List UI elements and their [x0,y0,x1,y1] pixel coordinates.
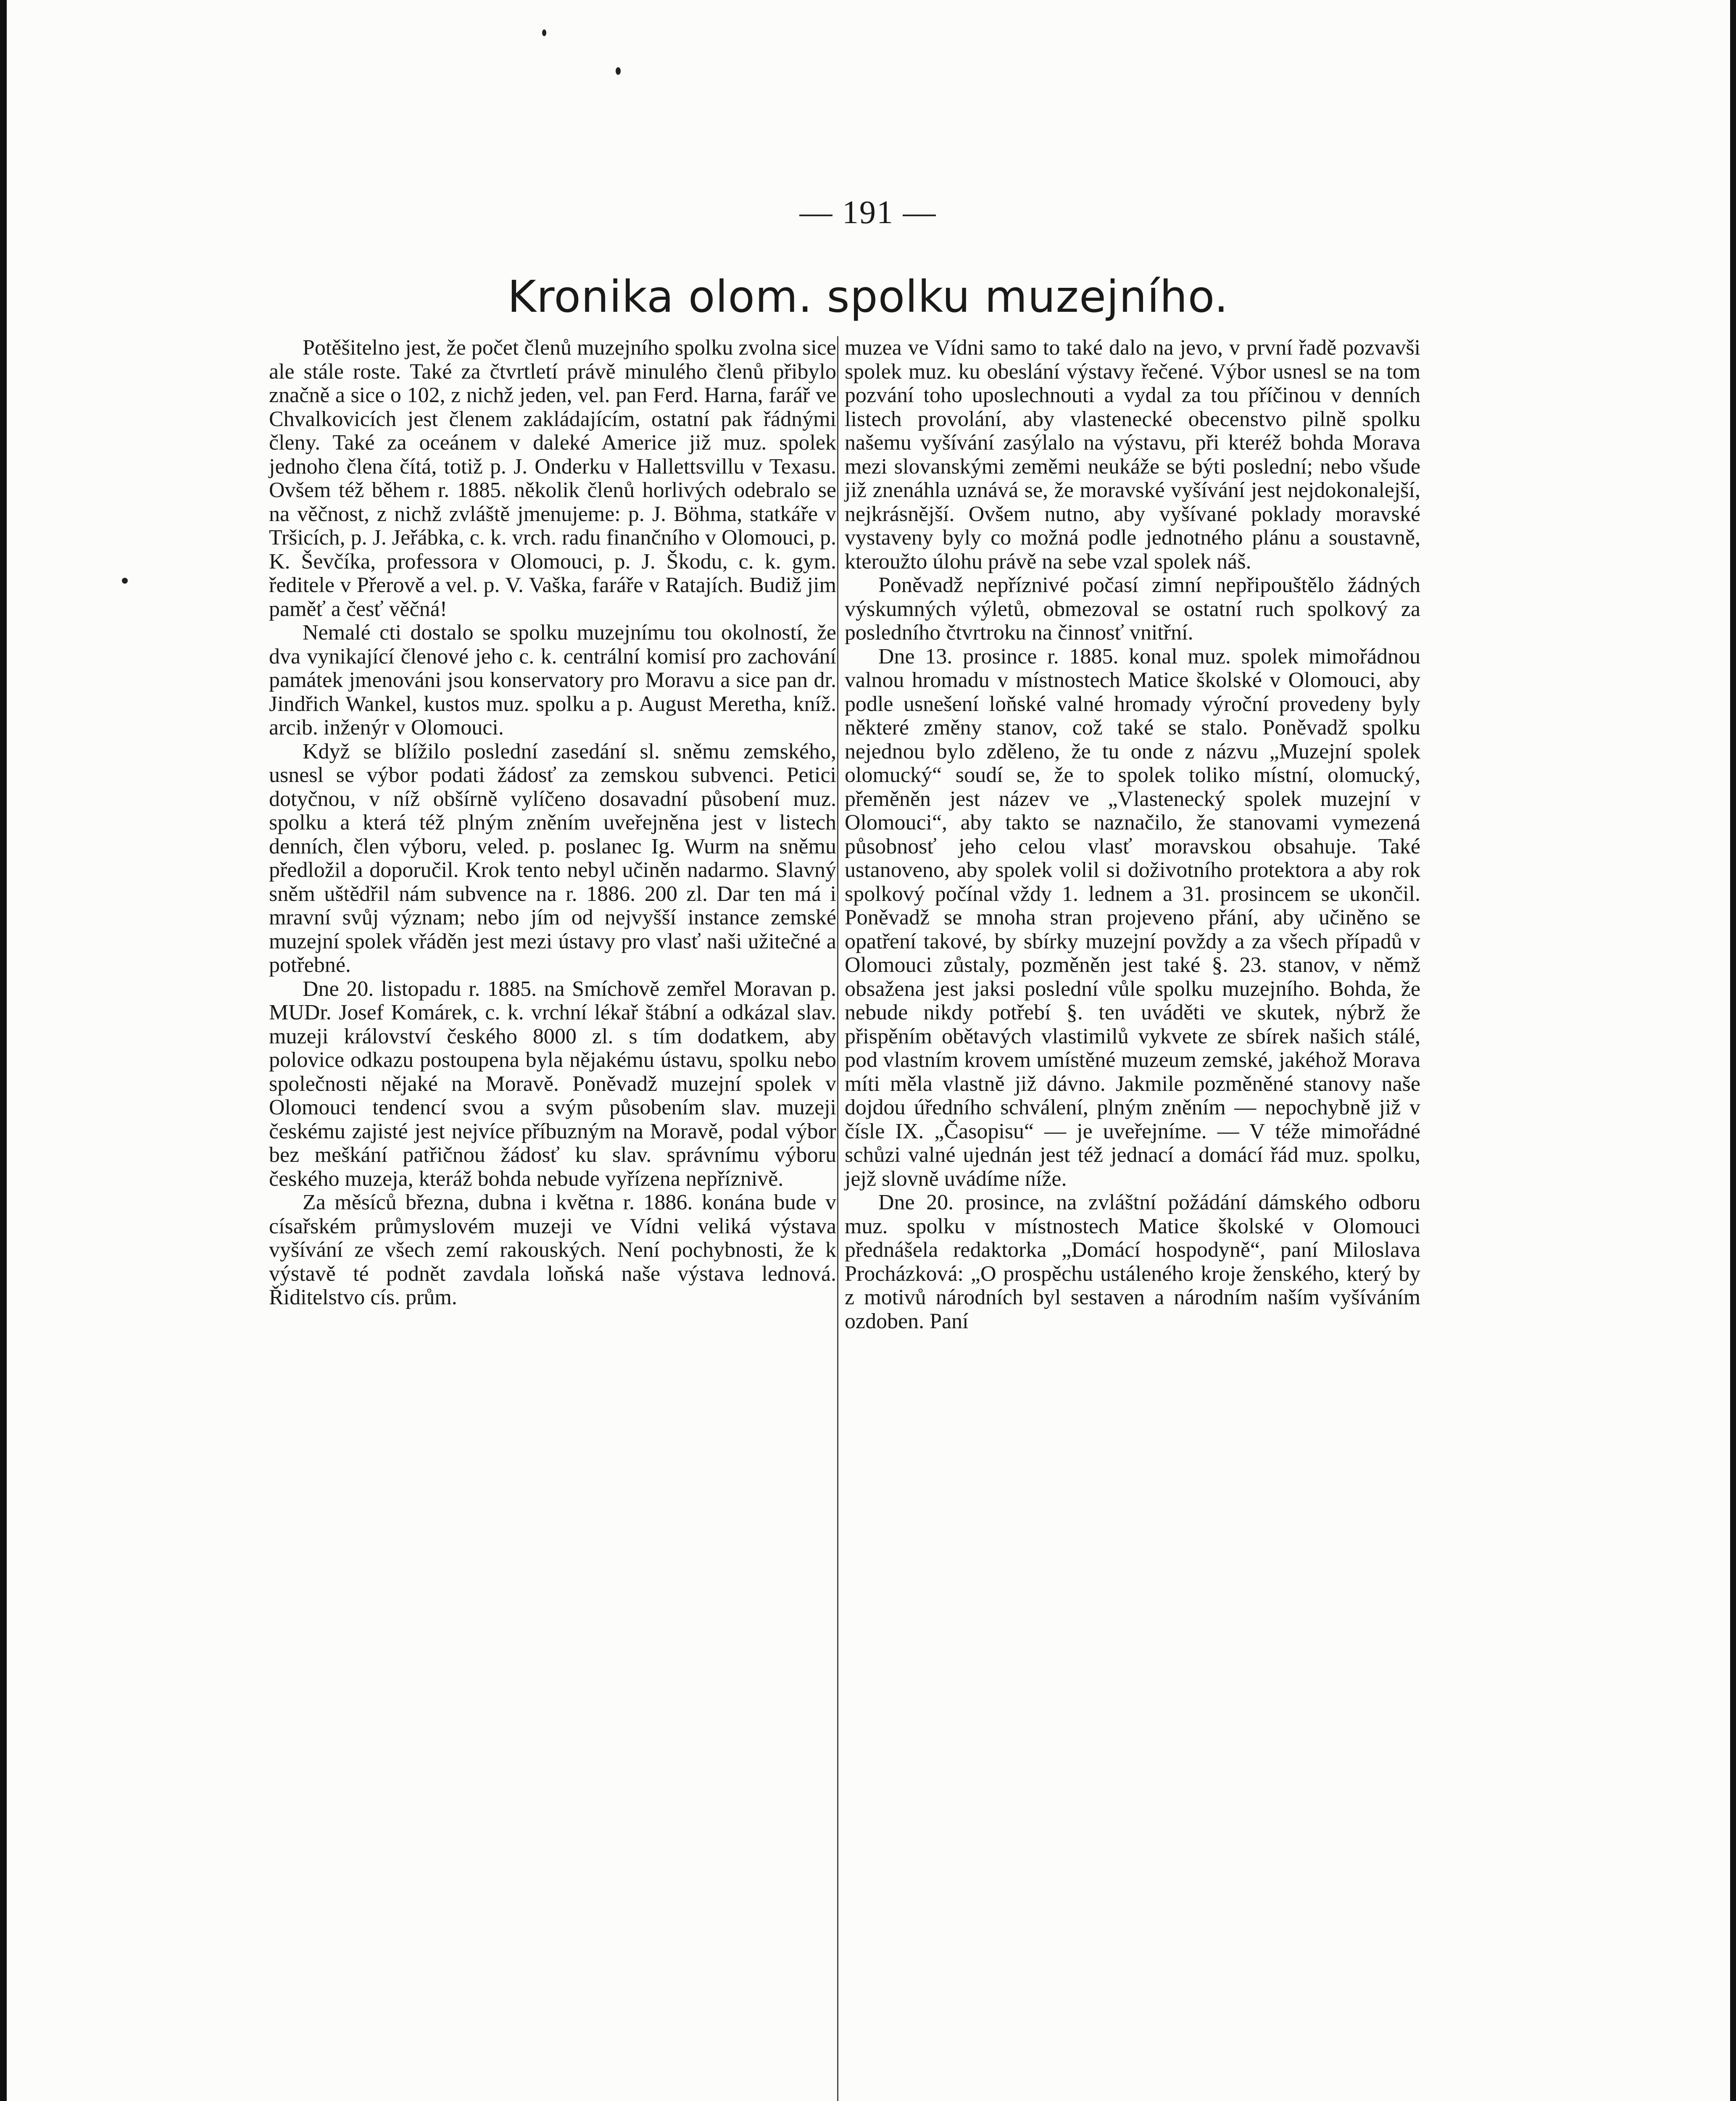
paragraph-new-members: Potěšitelno jest, že počet členů muzejního spolku zvolna sice ale stále roste. Také za čtvrtletí právě minulého členů přibylo značně a sice o 102, z nichž jeden, vel. pan Ferd. Harna, farář ve Chvalkovicích jest členem zakládajícím, ostatní pak řádnými členy. Také za oceánem v daleké Americe již muz. spolek jednoho člena čítá, totiž p. J. Onderku v Hallettsvillu v Texasu. Ovšem též během r. 1885. několik členů horlivých odebralo se na věčnost, z nichž zvláště jmenujeme: p. J. Böhma, statkáře v Tršicích, p. J. Jeřábka, c. k. vrch. radu finančního v Olomouci, p. K. Ševčíka, professora v Olomouci, p. J. Škodu, c. k. gym. ředitele v Přerově a vel. p. V. Vaška, faráře v Ratajích. Budiž jim paměť a česť věčná! [269,336,836,621]
column-divider [837,336,838,2101]
paragraph-subvention: Když se blížilo poslední zasedání sl. sněmu zemského, usnesl se výbor podati žádosť za zemskou subvenci. Petici dotyčnou, v níž obšírně vylíčeno dosavadní působení muz. spolku a která též plným zněním uveřejněna jest v listech denních, člen výboru, veled. p. poslanec Ig. Wurm na sněmu předložil a doporučil. Krok tento nebyl učiněn nadarmo. Slavný sněm uštědřil nám subvence na r. 1886. 200 zl. Dar ten má i mravní svůj význam; nebo jím od nejvyšší instance zemské muzejní spolek vřáděn jest mezi ústavy pro vlasť naši užitečné a potřebné. [269,739,836,977]
paragraph-exhibition-continued: muzea ve Vídni samo to také dalo na jevo, v první řadě pozvavši spolek muz. ku obeslání výstavy řečené. Výbor usnesl se na tom pozvání toho uposlechnouti a vydal za tou příčinou v denních listech provolání, aby vlastenecké obecenstvo pilně spolku našemu vyšívání zasýlalo na výstavu, při kteréž bohda Morava mezi slovanskými zeměmi neukáže se býti poslední; nebo všude již znenáhla uznává se, že moravské vyšívání jest nejdokonalejší, nejkrásnější. Ovšem nutno, aby vyšívané poklady moravské vystaveny byly co možná podle jednotného plánu a soustavně, kteroužto úlohu právě na sebe vzal spolek náš. [845,336,1420,574]
paragraph-conservators: Nemalé cti dostalo se spolku muzejnímu tou okolností, že dva vynikající členové jeho c. k. centrální komisí pro zachování památek jmenováni jsou konservatory pro Moravu a sice pan dr. Jindřich Wankel, kustos muz. spolku a p. August Meretha, kníž. arcib. inženýr v Olomouci. [269,621,836,740]
paragraph-embroidery-exhibition: Za měsíců března, dubna i května r. 1886. konána bude v císařském průmyslovém muzeji ve Vídni veliká výstava vyšívání ze všech zemí rakouských. Není pochybnosti, že k výstavě té podnět zavdala loňská naše výstava lednová. Řiditelstvo cís. prům. [269,1190,836,1309]
paragraph-lecture: Dne 20. prosince, na zvláštní požádání dámského odboru muz. spolku v místnostech Matice školské v Olomouci přednášela redaktorka „Domácí hospodyně“, paní Miloslava Procházková: „O prospěchu ustáleného kroje ženského, který by z motivů národních byl sestaven a národním naším vyšíváním ozdoben. Paní [845,1190,1420,1333]
paragraph-extraordinary-meeting: Dne 13. prosince r. 1885. konal muz. spolek mimořádnou valnou hromadu v místnostech Matice školské v Olomouci, aby podle usnešení loňské valné hromady výroční provedeny byly některé změny stanov, což také se stalo. Poněvadž spolku nejednou bylo zděleno, že tu onde z názvu „Muzejní spolek olomucký“ soudí se, že to spolek toliko místní, olomucký, přeměněn jest název ve „Vlastenecký spolek muzejní v Olomouci“, aby takto se naznačilo, že stanovami vymezená působnosť jeho celou vlasť moravskou obsahuje. Také ustanoveno, aby spolek volil si doživotního protektora a aby rok spolkový počínal vždy 1. lednem a 31. prosincem se ukončil. Poněvadž se mnoha stran projeveno přání, aby učiněno se opatření takové, by sbírky muzejní povždy a za všech případů v Olomouci zůstaly, pozměněn jest také §. 23. stanov, v němž obsažena jest jaksi poslední vůle spolku muzejního. Bohda, že nebude nikdy potřebí §. ten uváděti ve skutek, nýbrž že přispěním obětavých vlastimilů vykvete ze sbírek našich stálé, pod vlastním krovem umístěné muzeum zemské, jakéhož Morava míti měla vlastně již dávno. Jakmile pozměněné stanovy naše dojdou úředního schválení, plným zněním — nepochybně již v čísle IX. „Časopisu“ — je uveřejníme. — V téže mimořádné schůzi valné ujednán jest též jednací a domácí řád muz. spolku, jejž slovně uvádíme níže. [845,644,1420,1191]
page-title: Kronika olom. spolku muzejního. [507,271,1229,322]
right-column [845,336,1420,1333]
page-number: — 191 — [799,194,937,230]
paragraph-komarek-bequest: Dne 20. listopadu r. 1885. na Smíchově zemřel Moravan p. MUDr. Josef Komárek, c. k. vrchní lékař štábní a odkázal slav. muzeji království českého 8000 zl. s tím dodatkem, aby polovice odkazu postoupena byla nějakému ústavu, spolku nebo společnosti nějaké na Moravě. Poněvadž muzejní spolek v Olomouci tendencí svou a svým působením slav. muzeji českému zajisté jest nejvíce příbuzným na Moravě, podal výbor bez meškání patřičnou žádosť ku slav. správnímu výboru českého muzeja, kteráž bohda nebude vyřízena nepříznivě. [269,977,836,1191]
scan-speck [616,67,621,75]
scan-speck [122,578,128,584]
scan-speck [542,29,546,36]
left-column [269,336,836,1310]
paragraph-winter-activity: Poněvadž nepříznivé počasí zimní nepřipouštělo žádných výskumných výletů, obmezoval se ostatní ruch spolkový za posledního čtvrtroku na činnosť vnitřní. [845,573,1420,645]
